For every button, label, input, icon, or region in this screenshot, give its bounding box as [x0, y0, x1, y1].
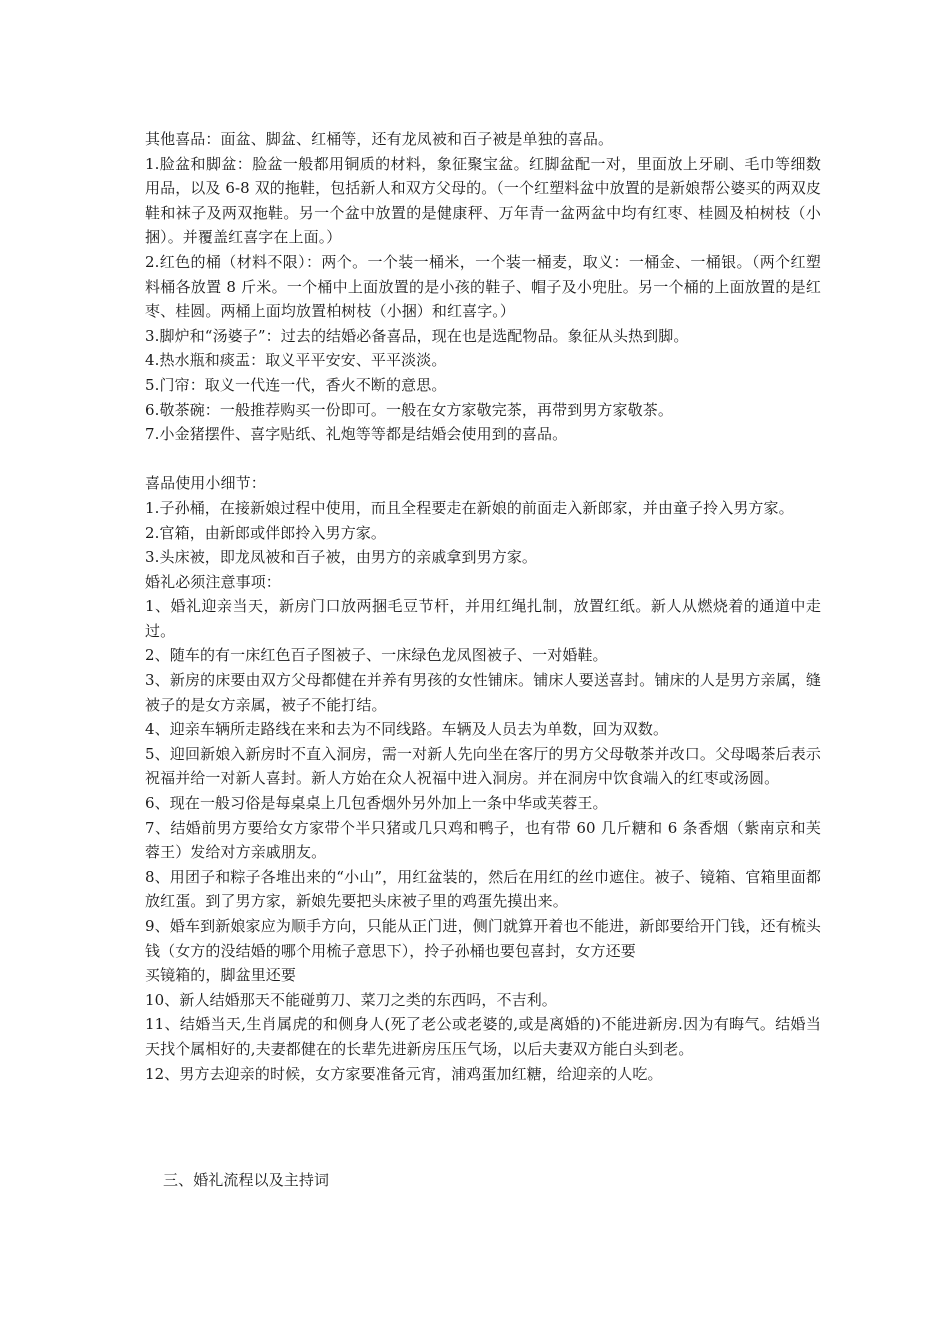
subheading-gift-usage-details: 喜品使用小细节： — [145, 474, 266, 493]
note-item-10: 10、新人结婚那天不能碰剪刀、菜刀之类的东西吗，不吉利。 — [145, 990, 557, 1009]
note-item-5: 5、迎回新娘入新房时不直入洞房，需一对新人先向坐在客厅的男方父母敬茶并改口。父母喝茶后表示祝福并给一对新人喜封。新人方始在众人祝福中进入洞房。并在洞房中饮食端入的红枣或汤圆。 — [145, 744, 821, 788]
paragraph-door-curtain: 5.门帘：取义一代连一代，香火不断的意思。 — [145, 375, 447, 394]
paragraph-official-box: 2.官箱，由新郎或伴郎拎入男方家。 — [145, 523, 387, 542]
paragraph-foot-warmer: 3.脚炉和“汤婆子”：过去的结婚必备喜品，现在也是选配物品。象征从头热到脚。 — [145, 326, 689, 345]
paragraph-other-gifts: 其他喜品：面盆、脚盆、红桶等，还有龙凤被和百子被是单独的喜品。 — [145, 130, 614, 148]
paragraph-thermos-spittoon: 4.热水瓶和痰盂：取义平平安安、平平淡淡。 — [145, 351, 447, 370]
note-item-1: 1、婚礼迎亲当天，新房门口放两捆毛豆节杆，并用红绳扎制，放置红纸。新人从燃烧着的通道中走过。 — [145, 597, 821, 640]
note-item-3: 3、新房的床要由双方父母都健在并养有男孩的女性铺床。铺床人要送喜封。铺床的人是男方亲属，缝被子的是女方亲属，被子不能打结。 — [145, 671, 821, 714]
note-item-4: 4、迎亲车辆所走路线在来和去为不同线路。车辆及人员去为单数，回为双数。 — [145, 720, 669, 739]
paragraph-descendant-bucket: 1.子孙桶，在接新娘过程中使用，而且全程要走在新娘的前面走入新郎家，并由童子拎入男方家。 — [145, 498, 794, 517]
paragraph-gold-pig: 7.小金猪摆件、喜字贴纸、礼炮等等都是结婚会使用到的喜品。 — [145, 425, 568, 444]
note-item-9: 9、婚车到新娘家应为顺手方向，只能从正门进，侧门就算开着也不能进，新郎要给开门钱，还有梳头钱（女方的没结婚的哪个用梳子意思下），拎子孙桶也要包喜封，女方还要 买镜箱的，脚盆里还要 — [145, 917, 821, 985]
paragraph-tea-bowls: 6.敬茶碗：一般推荐购买一份即可。一般在女方家敬完茶，再带到男方家敬茶。 — [145, 400, 673, 419]
note-item-6: 6、现在一般习俗是每桌桌上几包香烟外另外加上一条中华或芙蓉王。 — [145, 794, 608, 813]
section-heading: 三、婚礼流程以及主持词 — [163, 1171, 330, 1189]
paragraph-bed-quilt: 3.头床被，即龙凤被和百子被，由男方的亲戚拿到男方家。 — [145, 548, 538, 567]
note-item-8: 8、用团子和粽子各堆出来的“小山”，用红盆装的，然后在用红的丝巾遮住。被子、镜箱、官箱里面都放红蛋。到了男方家，新娘先要把头床被子里的鸡蛋先摸出来。 — [145, 867, 821, 911]
document-body — [145, 127, 821, 1086]
paragraph-red-buckets: 2.红色的桶（材料不限）：两个。一个装一桶米，一个装一桶麦，取义：一桶金、一桶银。（两个红塑料桶各放置 8 斤米。一个桶中上面放置的是小孩的鞋子、帽子及小兜肚。另一个桶的上面放置的是红枣、桂圆。两桶上面均放置柏树枝（小捆）和红喜字。） — [145, 252, 821, 321]
blank-line — [145, 447, 821, 472]
note-item-7: 7、结婚前男方要给女方家带个半只猪或几只鸡和鸭子，也有带 60 几斤糖和 6 条香烟（紫南京和芙蓉王）发给对方亲戚朋友。 — [145, 818, 821, 862]
note-item-11: 11、结婚当天,生肖属虎的和侧身人(死了老公或老婆的,或是离婚的)不能进新房.因为有晦气。结婚当天找个属相好的,夫妻都健在的长辈先进新房压压气场，以后夫妻双方能白头到老。 — [145, 1015, 821, 1058]
subheading-wedding-notes: 婚礼必须注意事项： — [145, 572, 281, 591]
note-item-12: 12、男方去迎亲的时候，女方家要准备元宵，浦鸡蛋加红糖，给迎亲的人吃。 — [145, 1064, 663, 1083]
note-item-2: 2、随车的有一床红色百子图被子、一床绿色龙凤图被子、一对婚鞋。 — [145, 646, 608, 665]
paragraph-washbasin-footbasin: 1.脸盆和脚盆：脸盆一般都用铜质的材料，象征聚宝盆。红脚盆配一对，里面放上牙刷、毛巾等细数用品，以及 6-8 双的拖鞋，包括新人和双方父母的。（一个红塑料盆中放置的是新娘帮公婆买的两双皮鞋和袜子及两双拖鞋。另一个盆中放置的是健康秤、万年青一盆两盆中均有红枣、桂圆及柏树枝（小捆）。并覆盖红喜字在上面。） — [145, 154, 821, 247]
